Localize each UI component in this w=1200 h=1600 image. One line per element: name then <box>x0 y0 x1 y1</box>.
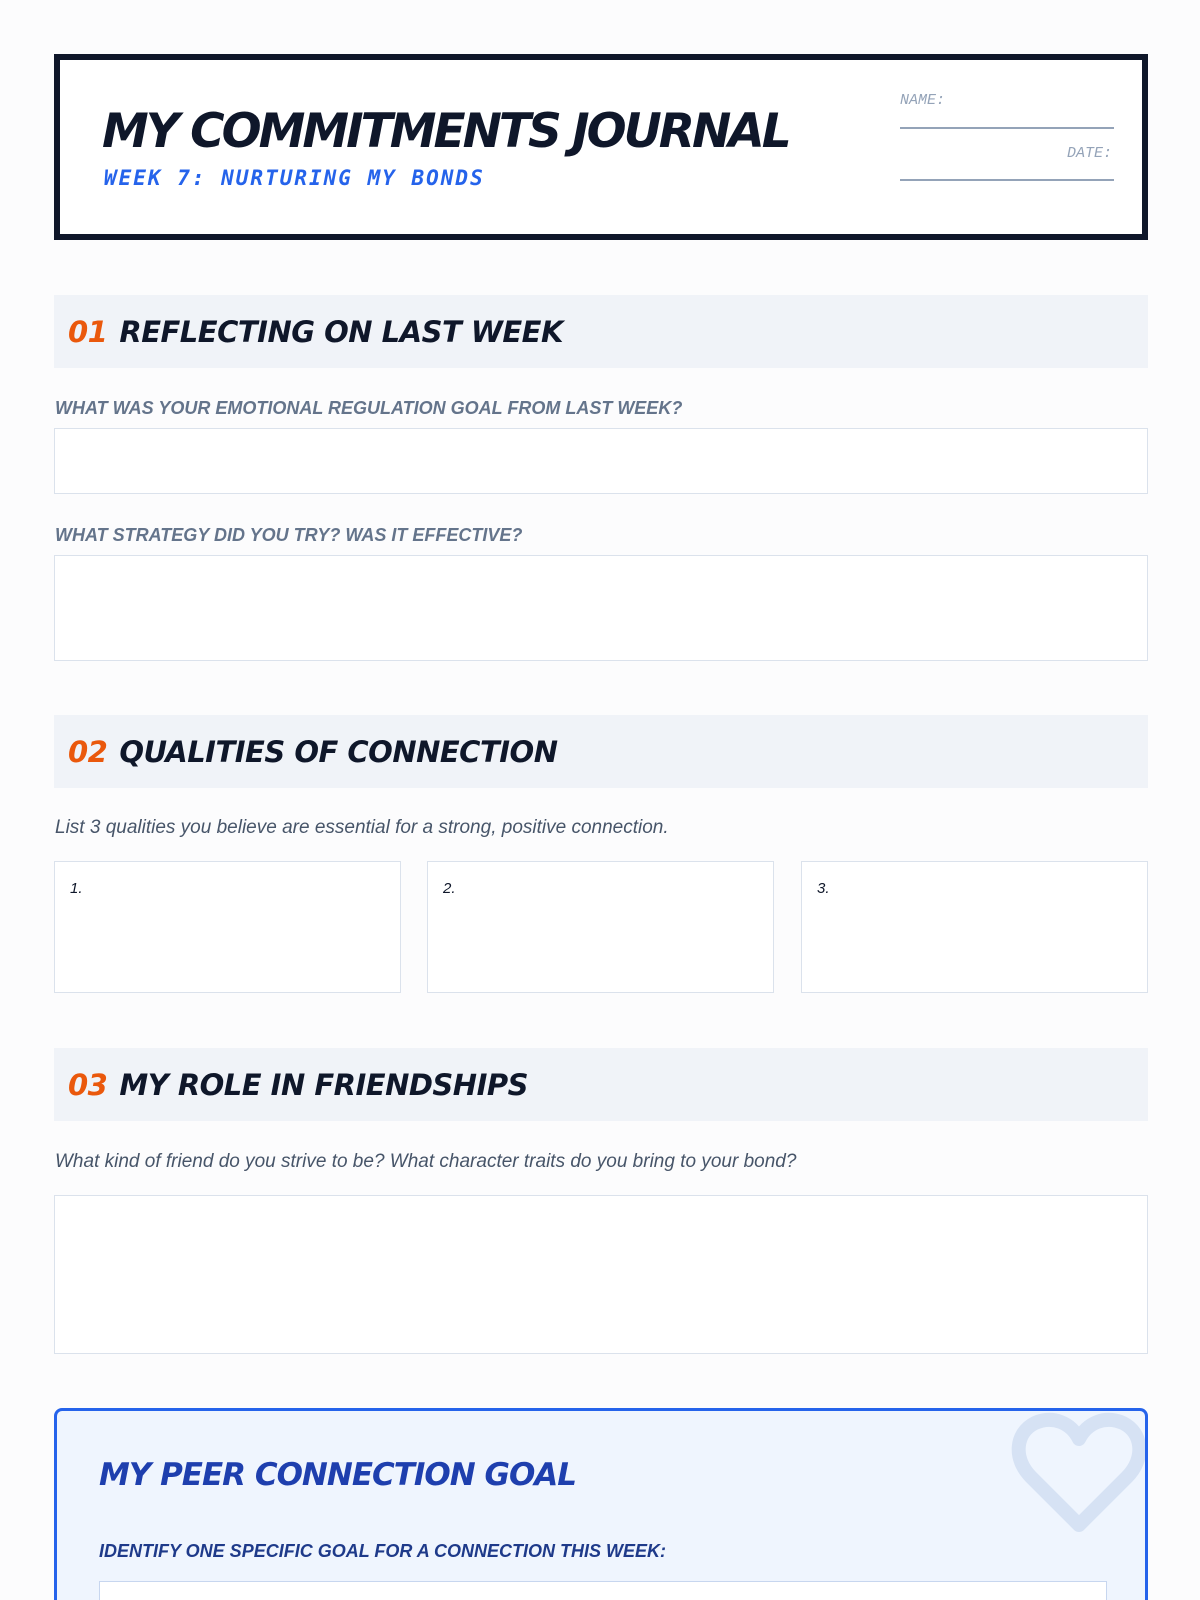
quality-field-2[interactable] <box>427 861 774 993</box>
name-label: NAME: <box>900 92 946 109</box>
journal-header <box>54 54 1148 240</box>
section-header-qualities <box>54 715 1148 788</box>
question-label-strategy: WHAT STRATEGY DID YOU TRY? WAS IT EFFECTIVE? <box>55 525 523 545</box>
heart-icon <box>1009 1408 1148 1537</box>
goal-title: MY PEER CONNECTION GOAL <box>99 1457 577 1493</box>
page-title: MY COMMITMENTS JOURNAL <box>102 104 789 159</box>
section-header-reflecting <box>54 295 1148 368</box>
qualities-prompt: List 3 qualities you believe are essential for a strong, positive connection. <box>55 817 669 838</box>
peer-connection-goal-card <box>54 1408 1148 1600</box>
question-label-goal: WHAT WAS YOUR EMOTIONAL REGULATION GOAL FROM LAST WEEK? <box>55 398 683 418</box>
answer-field-goal[interactable] <box>54 428 1148 494</box>
section-title: MY ROLE IN FRIENDSHIPS <box>119 1067 529 1102</box>
quality-number: 3. <box>817 880 830 897</box>
date-field[interactable] <box>900 179 1114 181</box>
section-number: 01 <box>68 314 108 349</box>
quality-field-1[interactable] <box>54 861 401 993</box>
quality-number: 1. <box>70 880 83 897</box>
section-number: 02 <box>68 734 108 769</box>
section-number: 03 <box>68 1067 108 1102</box>
page-subtitle: WEEK 7: NURTURING MY BONDS <box>104 166 485 190</box>
section-title: QUALITIES OF CONNECTION <box>119 734 558 769</box>
quality-field-3[interactable] <box>801 861 1148 993</box>
date-label: DATE: <box>1066 145 1112 162</box>
role-prompt: What kind of friend do you strive to be? What character traits do you bring to your bond? <box>55 1151 797 1172</box>
answer-field-strategy[interactable] <box>54 555 1148 661</box>
goal-question-label: IDENTIFY ONE SPECIFIC GOAL FOR A CONNECTION THIS WEEK: <box>99 1541 667 1561</box>
name-field[interactable] <box>900 127 1114 129</box>
goal-answer-field[interactable] <box>99 1581 1107 1600</box>
section-title: REFLECTING ON LAST WEEK <box>119 314 563 349</box>
quality-number: 2. <box>443 880 456 897</box>
answer-field-role[interactable] <box>54 1195 1148 1354</box>
section-header-role <box>54 1048 1148 1121</box>
